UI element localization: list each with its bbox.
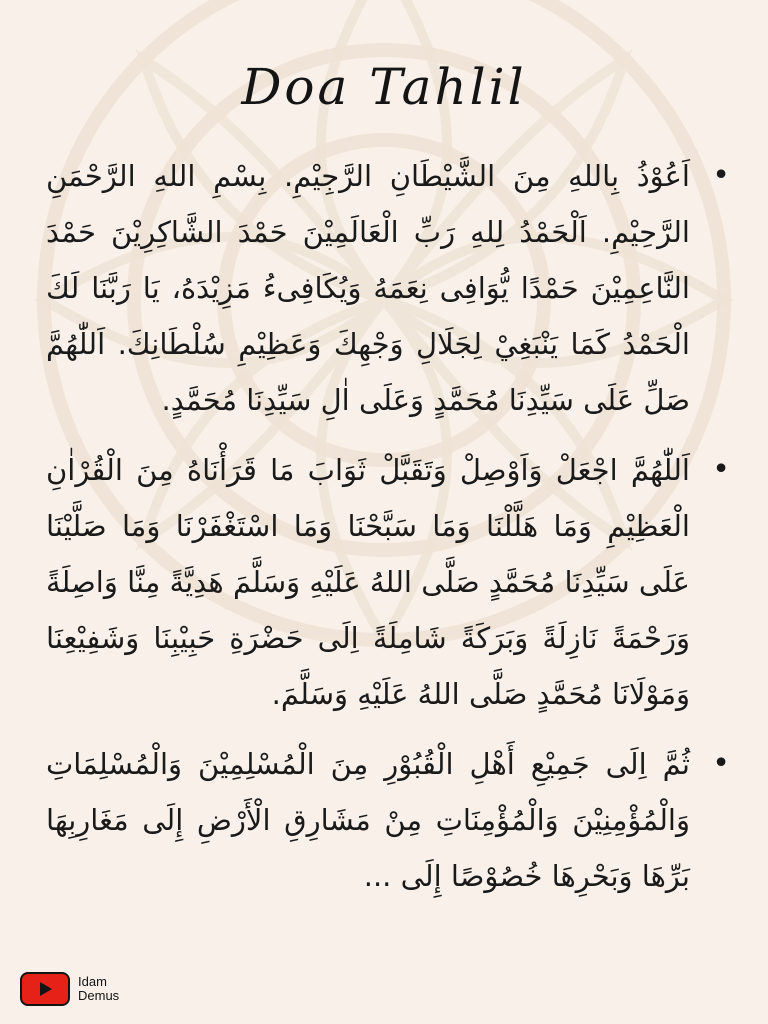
paragraph-text: ثُمَّ اِلَى جَمِيْعِ أَهْلِ الْقُبُوْرِ مِنَ الْمُسْلِمِيْنَ وَالْمُسْلِمَاتِ وَالْمُؤْمِنِيْنَ وَالْمُؤْمِنَاتِ مِنْ مَشَارِقِ الْأَرْضِ إِلَى مَغَارِبِهَا بَرِّهَا وَبَحْرِهَا خُصُوْصًا إِلَى ... (46, 747, 690, 893)
prayer-paragraph-1 (46, 148, 730, 428)
channel-name-line-1: Idam (78, 974, 107, 989)
bullet-icon: • (712, 158, 730, 193)
prayer-paragraph-2 (46, 442, 730, 722)
prayer-paragraph-3 (46, 736, 730, 904)
prayer-content (46, 148, 730, 918)
channel-name (78, 975, 119, 1003)
paragraph-text: اَعُوْذُ بِاللهِ مِنَ الشَّيْطَانِ الرَّجِيْمِ. بِسْمِ اللهِ الرَّحْمَنِ الرَّحِيْمِ. اَلْحَمْدُ لِلهِ رَبِّ الْعَالَمِيْنَ حَمْدَ الشَّاكِرِيْنَ حَمْدَ النَّاعِمِيْنَ حَمْدًا يُّوَافِى نِعَمَهُ وَيُكَافِىءُ مَزِيْدَهُ، يَا رَبَّنَا لَكَ الْحَمْدُ كَمَا يَنْبَغِيْ لِجَلَالِ وَجْهِكَ وَعَظِيْمِ سُلْطَانِكَ. اَللّٰهُمَّ صَلِّ عَلَى سَيِّدِنَا مُحَمَّدٍ وَعَلَى اٰلِ سَيِّدِنَا مُحَمَّدٍ. (46, 159, 690, 417)
bullet-icon: • (712, 452, 730, 487)
channel-name-line-2: Demus (78, 988, 120, 1003)
paragraph-text: اَللّٰهُمَّ اجْعَلْ وَاَوْصِلْ وَتَقَبَّلْ ثَوَابَ مَا قَرَأْنَاهُ مِنَ الْقُرْاٰنِ الْعَظِيْمِ وَمَا هَلَّلْنَا وَمَا سَبَّحْنَا وَمَا اسْتَغْفَرْنَا وَمَا صَلَّيْنَا عَلَى سَيِّدِنَا مُحَمَّدٍ صَلَّى اللهُ عَلَيْهِ وَسَلَّمَ هَدِيَّةً مِنَّا وَاصِلَةً وَرَحْمَةً نَازِلَةً وَبَرَكَةً شَامِلَةً اِلَى حَضْرَةِ حَبِيْبِنَا وَشَفِيْعِنَا وَمَوْلَانَا مُحَمَّدٍ صَلَّى اللهُ عَلَيْهِ وَسَلَّمَ. (46, 453, 690, 711)
channel-brand (20, 972, 119, 1006)
youtube-play-icon (20, 972, 70, 1006)
bullet-icon: • (712, 746, 730, 781)
page-title: Doa Tahlil (241, 58, 527, 116)
